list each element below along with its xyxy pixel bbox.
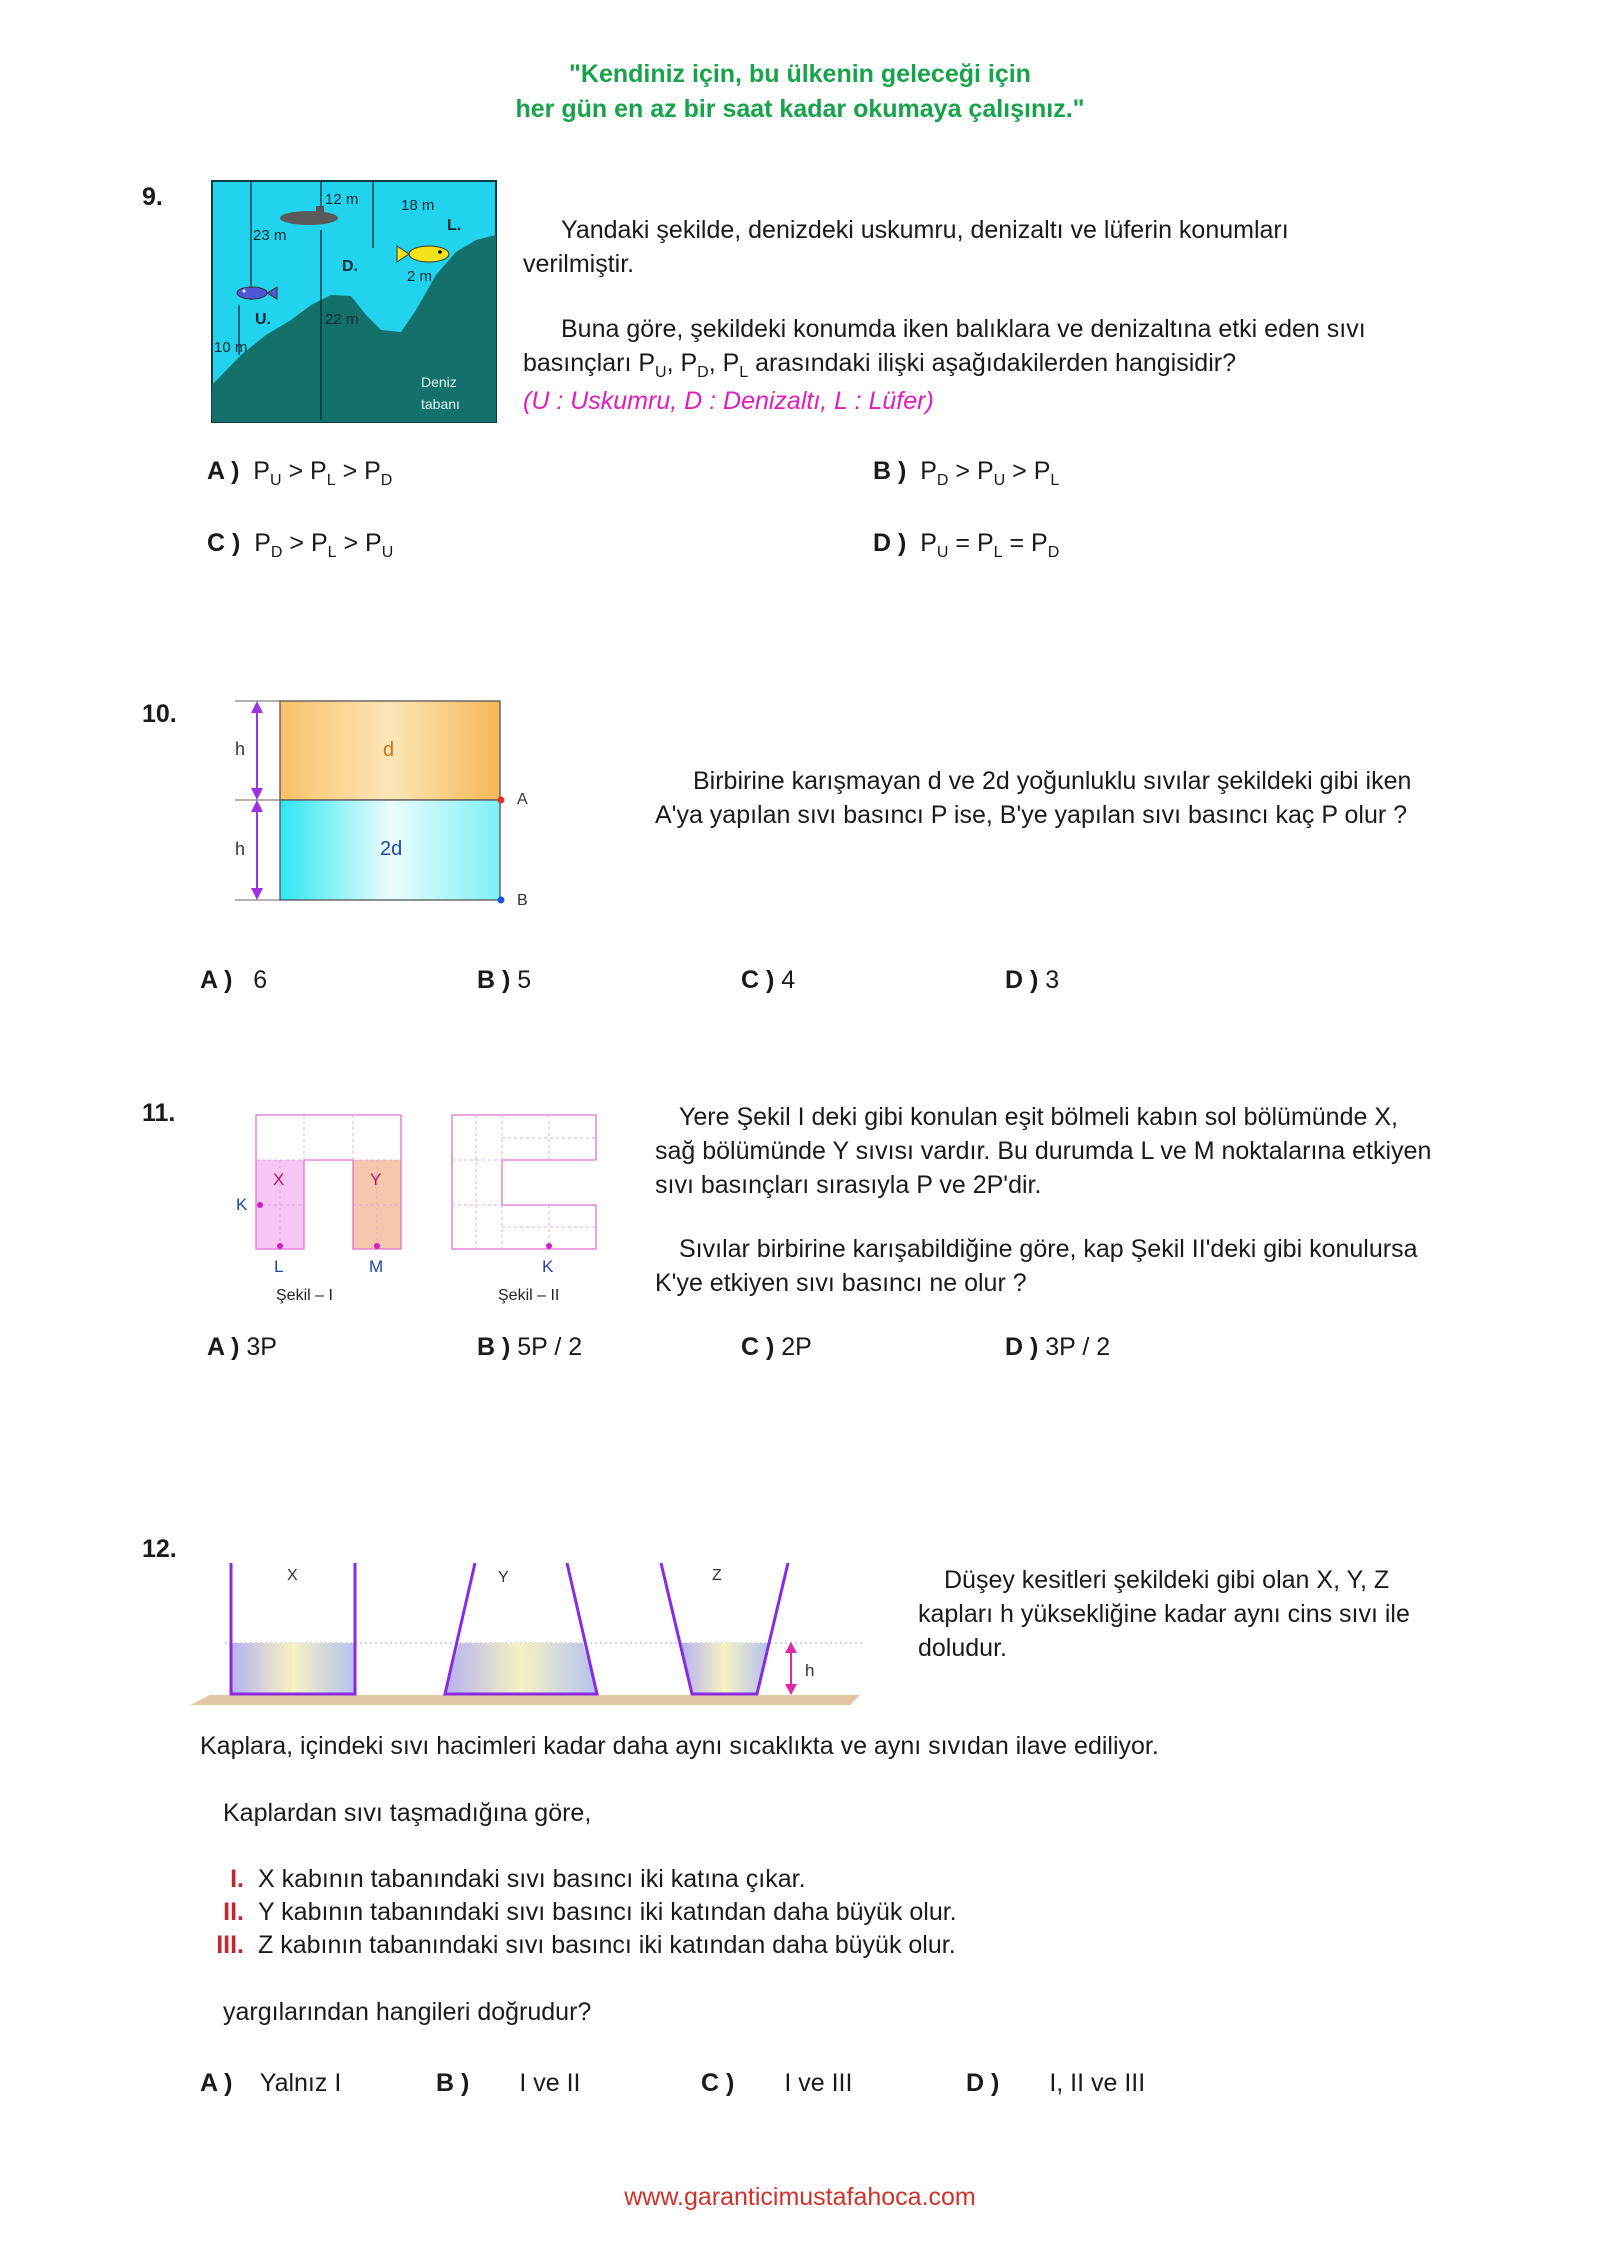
q12-statement-2: II. Y kabının tabanındaki sıvı basıncı iki katından daha büyük olur. xyxy=(223,1898,957,1926)
question-9-number: 9. xyxy=(142,183,163,211)
q9-option-d[interactable]: D ) $P_U = P_L = P_D$ xyxy=(873,529,1060,561)
q9-option-c[interactable]: C ) $P_D > P_L > P_U$ xyxy=(207,529,394,561)
q12-option-b[interactable]: B ) I ve II xyxy=(436,2069,581,2097)
question-12-number: 12. xyxy=(142,1535,177,1563)
label-h2: h xyxy=(235,839,246,859)
q10-option-b[interactable]: B ) 5 xyxy=(477,966,532,994)
q12-text: Düşey kesitleri şekildeki gibi olan X, Y, Z kapları h yüksekliğine kadar aynı cins sıvı ile doludur. xyxy=(918,1566,1410,1662)
label-18m: 18 m xyxy=(401,197,435,214)
label-Y: Y xyxy=(370,1170,382,1189)
sekil-1 xyxy=(236,1115,401,1304)
label-K: K xyxy=(236,1195,248,1214)
question-11-number: 11. xyxy=(142,1099,176,1127)
q9-sea-figure xyxy=(211,180,497,423)
label-2d: 2d xyxy=(380,838,403,860)
label-D: D. xyxy=(342,258,358,275)
q12-statement-1: I. X kabının tabanındaki sıvı basıncı iki katına çıkar. xyxy=(230,1865,806,1893)
q9-paragraph-2: Buna göre, şekildeki konumda iken balıklara ve denizaltına etki eden sıvı basınçları $P_U$, $P_D$, $P_L$ arasındaki ilişki aşağıdakilerden hangisidir? xyxy=(523,315,1366,381)
q12-line-2: Kaplardan sıvı taşmadığına göre, xyxy=(223,1799,592,1827)
label-A: A xyxy=(517,791,528,808)
label-deniz: Deniz xyxy=(421,374,457,390)
label-X: X xyxy=(273,1170,285,1189)
q10-two-liquid-figure xyxy=(225,695,545,915)
label-10m: 10 m xyxy=(214,339,248,356)
q12-option-a[interactable]: A ) Yalnız I xyxy=(200,2069,342,2097)
label-2m: 2 m xyxy=(407,268,433,285)
q11-paragraph-2: Sıvılar birbirine karışabildiğine göre, kap Şekil II'deki gibi konulursa K'ye etkiyen sıvı basıncı ne olur ? xyxy=(655,1235,1418,1297)
q10-option-a[interactable]: A ) 6 xyxy=(200,966,268,994)
q9-option-b[interactable]: B ) $P_D > P_U > P_L$ xyxy=(873,457,1060,489)
q10-option-d[interactable]: D ) 3 xyxy=(1005,966,1060,994)
q9-note: (U : Uskumru, D : Denizaltı, L : Lüfer) xyxy=(523,387,934,415)
label-M: M xyxy=(369,1257,384,1276)
label-L: L. xyxy=(447,217,462,234)
caption-sekil-1: Şekil – I xyxy=(276,1287,333,1304)
q11-container-figure xyxy=(230,1110,610,1310)
q11-option-d[interactable]: D ) 3P / 2 xyxy=(1005,1333,1111,1361)
label-Z: Z xyxy=(712,1567,722,1584)
q12-line-1: Kaplara, içindeki sıvı hacimleri kadar daha aynı sıcaklıkta ve aynı sıvıdan ilave ediliyor. xyxy=(200,1732,1159,1760)
q11-option-a[interactable]: A ) 3P xyxy=(207,1333,277,1361)
q11-option-c[interactable]: C ) 2P xyxy=(741,1333,812,1361)
question-10-number: 10. xyxy=(142,700,177,728)
label-K2: K xyxy=(542,1257,554,1276)
q11-option-b[interactable]: B ) 5P / 2 xyxy=(477,1333,583,1361)
label-22m: 22 m xyxy=(325,311,359,328)
label-L: L xyxy=(274,1257,284,1276)
label-d: d xyxy=(383,739,395,761)
q10-option-c[interactable]: C ) 4 xyxy=(741,966,796,994)
footer-website-link[interactable]: www.garanticimustafahoca.com xyxy=(624,2183,976,2211)
q11-paragraph-1: Yere Şekil I deki gibi konulan eşit bölmeli kabın sol bölümünde X, sağ bölümünde Y sıvısı vardır. Bu durumda L ve M noktalarına etkiyen sıvı basınçları sırasıyla P ve 2P'dir. xyxy=(655,1103,1432,1199)
motto-line-1: "Kendiniz için, bu ülkenin geleceği için xyxy=(569,60,1031,88)
submarine-icon xyxy=(280,211,338,225)
label-B: B xyxy=(517,892,528,909)
motto-line-2: her gün en az bir saat kadar okumaya çalışınız." xyxy=(515,95,1085,123)
sekil-2 xyxy=(452,1115,596,1304)
label-23m: 23 m xyxy=(253,227,287,244)
q12-statement-3: III. Z kabının tabanındaki sıvı basıncı iki katından daha büyük olur. xyxy=(216,1931,956,1959)
q12-question: yargılarından hangileri doğrudur? xyxy=(223,1998,592,2026)
q12-containers-figure xyxy=(185,1555,875,1715)
point-B xyxy=(498,897,505,904)
q10-text: Birbirine karışmayan d ve 2d yoğunluklu sıvılar şekildeki gibi iken A'ya yapılan sıvı basıncı P ise, B'ye yapılan sıvı basıncı kaç P olur ? xyxy=(655,767,1412,829)
q12-option-c[interactable]: C ) I ve III xyxy=(701,2069,853,2097)
q12-option-d[interactable]: D ) I, II ve III xyxy=(966,2069,1146,2097)
q9-option-a[interactable]: A ) $P_U > P_L > P_D$ xyxy=(207,457,393,489)
point-A xyxy=(498,797,505,804)
label-Y: Y xyxy=(498,1569,509,1586)
label-12m: 12 m xyxy=(325,191,359,208)
label-U: U. xyxy=(255,311,271,328)
label-h1: h xyxy=(235,739,246,759)
label-tabani: tabanı xyxy=(421,396,460,412)
label-h: h xyxy=(805,1661,815,1680)
q9-paragraph-1: Yandaki şekilde, denizdeki uskumru, denizaltı ve lüferin konumları verilmiştir. xyxy=(523,216,1289,278)
caption-sekil-2: Şekil – II xyxy=(498,1287,560,1304)
label-X: X xyxy=(287,1567,298,1584)
